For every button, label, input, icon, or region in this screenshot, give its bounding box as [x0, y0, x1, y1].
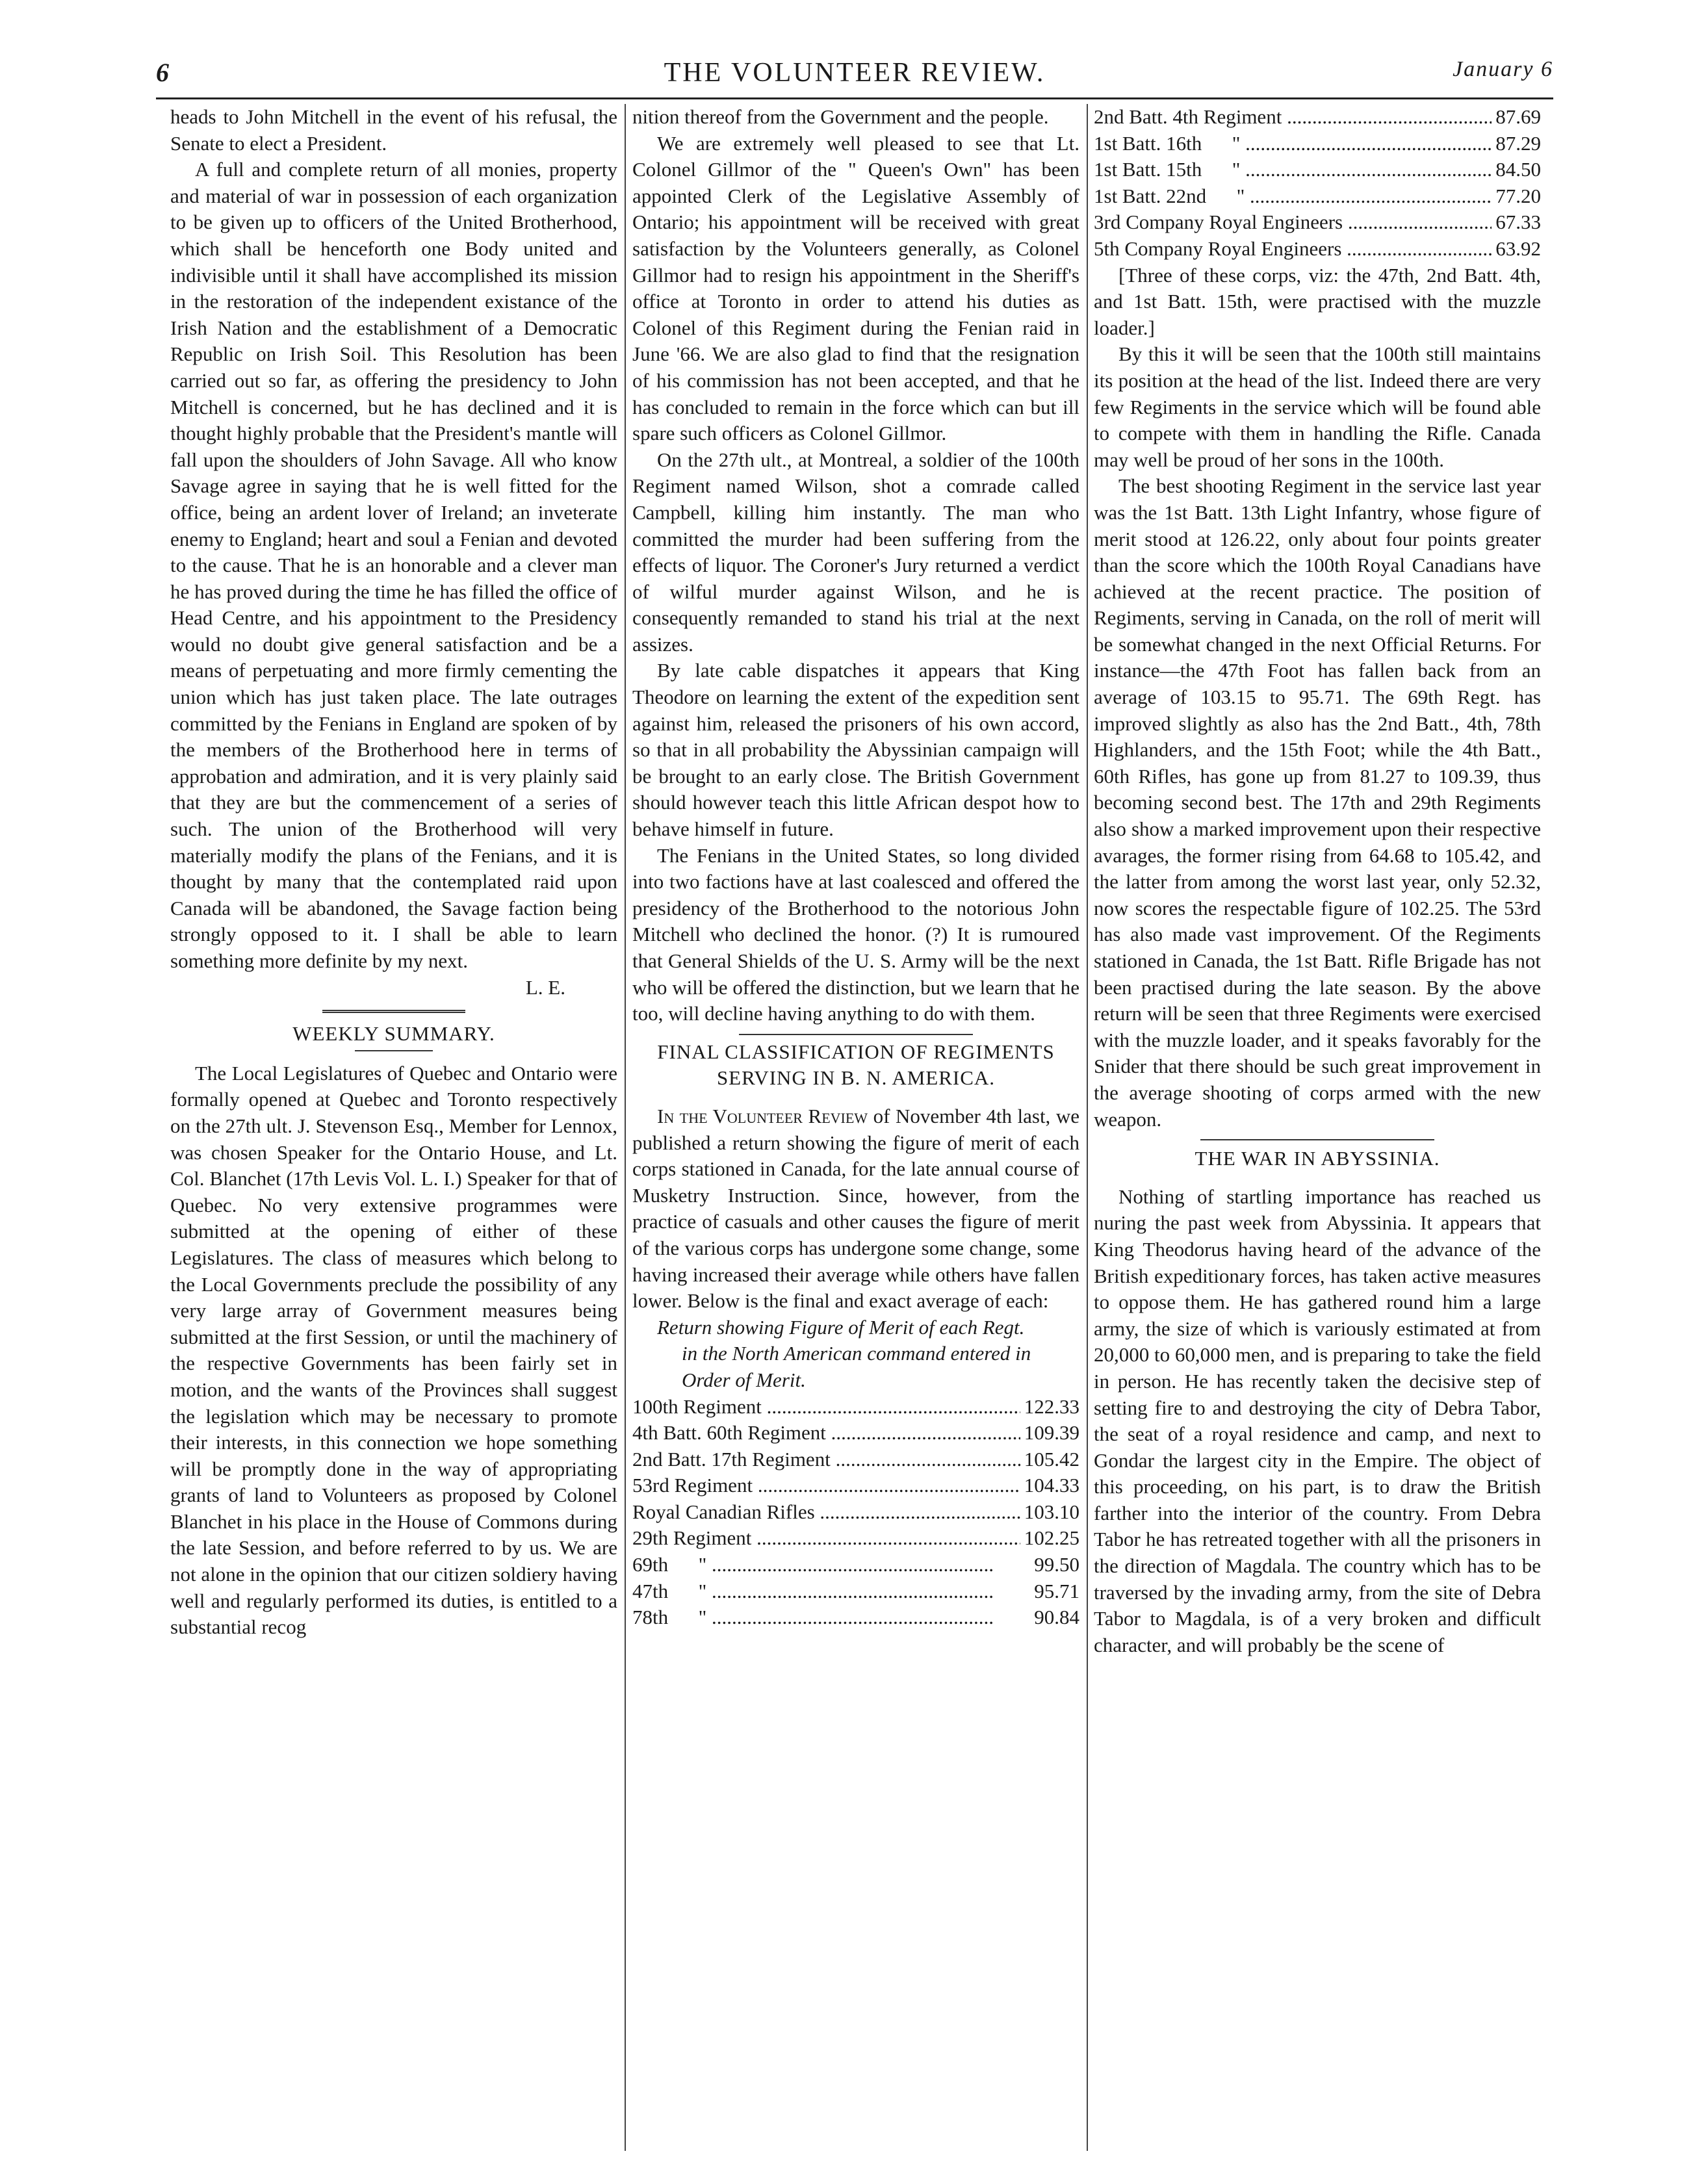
merit-value: 84.50	[1495, 158, 1541, 181]
table-row	[1094, 209, 1541, 236]
caption-line: Order of Merit.	[682, 1368, 806, 1391]
regiment-name: 5th Company Royal Engineers	[1094, 237, 1342, 260]
column-3	[1094, 104, 1541, 2151]
merit-value: 109.39	[1024, 1421, 1079, 1445]
article-paragraph: By late cable dispatches it appears that King Theodore on learning the extent of the expedition sent against him, released the prisoners of his own accord, so that in all probability the Abyssinian campaign will be brought to an early close. The British Government should however teach this little African despot how to behave himself in future.	[632, 659, 1079, 841]
article-paragraph: On the 27th ult., at Montreal, a soldier of the 100th Regiment named Wilson, shot a comrade called Campbell, killing him instantly. The man who committed the murder had been suffering from the effects of liquor. The Coroner's Jury returned a verdict of wilful murder against Wilson, and he is consequently remanded to stand his trial at the next assizes.	[632, 448, 1079, 656]
author-signature: L. E.	[525, 975, 565, 999]
section-separator	[1200, 1139, 1434, 1140]
article-paragraph: The best shooting Regiment in the service last year was the 1st Batt. 13th Light Infantry, whose figure of merit stood at 126.22, only about four points greater than the score which the 100th Royal Canadians have achieved at the recent practice. The position of Regiments, serving in Canada, on the roll of merit will be somewhat changed in the next Official Returns. For instance—the 47th Foot has fallen back from an average of 103.15 to 95.71. The 69th Regt. has improved slightly as also has the 2nd Batt., 4th, 78th Highlanders, and the 15th Foot; while the 4th Batt., 60th Rifles, has gone up from 81.27 to 109.39, thus becoming second best. The 17th and 29th Regiments also show a marked improvement upon their respective avarages, the former rising from 64.68 to 105.42, and the latter from among the worst last year, only 52.32, now scores the respectable figure of 102.25. The 53rd has also made vast improvement. Of the Regiments stationed in Canada, the 1st Batt. Rifle Brigade has not been practised during the late season. By the above return will be seen that three Regiments were exercised with the muzzle loader, and it speaks favorably for the Snider that there should be such great improvement in the average shooting of corps armed with the new weapon.	[1094, 474, 1541, 1131]
merit-value: 103.10	[1024, 1500, 1079, 1523]
regiment-name: 1st Batt. 22nd "	[1094, 184, 1245, 207]
heading-underline	[355, 1050, 433, 1051]
regiment-name: 100th Regiment	[632, 1394, 762, 1418]
final-classification-subheading: SERVING IN B. N. AMERICA.	[716, 1066, 996, 1090]
article-paragraph: By this it will be seen that the 100th still maintains its position at the head of the list. Indeed there are very few Regiments in the service which will be found able to compete with them in handling the Rifle. Canada may well be proud of her sons in the 100th.	[1094, 342, 1541, 471]
page-header	[156, 57, 1553, 96]
table-row	[1094, 131, 1541, 157]
newspaper-title: THE VOLUNTEER REVIEW.	[664, 58, 1046, 88]
article-paragraph: A full and complete return of all monies, property and material of war in possession of each organization to be given up to officers of the United Brotherhood, which shall be henceforth one Body united and indivisible until it shall have accomplished its mission in the restoration of the independent existance of the Irish Nation and the establishment of a Democratic Republic on Irish Soil. This Resolution has been carried out so far, as offering the presidency to John Mitchell is concerned, but he has declined and it is thought highly probable that the President's mantle will fall upon the shoulders of John Savage. All who know Savage agree in saying that he is well fitted for the office, being an ardent lover of Ireland; an inveterate enemy to England; heart and soul a Fenian and devoted to the cause. That he is an honorable and a clever man he has proved during the time he has filled the office of Head Centre, and his appointment to the Presidency would no doubt give general satisfaction and be a means of perpetuating and more firmly cementing the union which has just taken place. The late outrages committed by the Fenians in England are spoken of by the members of the Brotherhood here in terms of approbation and admiration, and it is very plainly said that they are but the commencement of a series of such. The union of the Brotherhood will very materially modify the plans of the Fenians, and it is thought by many that the contemplated raid upon Canada will be abandoned, the Savage faction being strongly opposed to it. I shall be able to learn something more definite by my next.	[170, 158, 617, 972]
table-row	[632, 1446, 1079, 1473]
column-divider	[625, 104, 626, 2151]
regiment-name: Royal Canadian Rifles	[632, 1500, 815, 1523]
paragraph-text: of November 4th last, we published a return showing the figure of merit of each corps stationed in Canada, for the late annual course of Musketry Instruction. Since, however, from the practice of casuals and other causes the figure of merit of the various corps has undergone some change, some having increased their average while others have fallen lower. Below is the final and exact average of each:	[632, 1104, 1079, 1313]
table-row	[632, 1578, 1079, 1605]
merit-value: 104.33	[1024, 1474, 1079, 1497]
article-paragraph: nition thereof from the Government and the people.	[632, 105, 1049, 128]
article-paragraph: The Local Legislatures of Quebec and Ontario were formally opened at Quebec and Toronto respectively on the 27th ult. J. Stevenson Esq., Member for Lennox, was chosen Speaker for the Ontario House, and Lt. Col. Blanchet (17th Levis Vol. L. I.) Speaker for that of Quebec. No very extensive programmes were submitted at the opening of either of these Legislatures. The class of measures which belong to the Local Governments preclude the possibility of any very large array of Government measures being submitted at the first Session, or until the machinery of the respective Governments has been fairly set in motion, and the wants of the Provinces shall suggest the legislation which may be necessary to promote their interests, in this connection we hope something will be promptly done in the way of appropriating grants of land to Volunteers as proposed by Colonel Blanchet in his place in the House of Commons during the late Session, and before referred to by us. We are not alone in the opinion that our citizen soldiery having well and regularly performed its duties, is entitled to a substantial recog	[170, 1061, 617, 1639]
regiment-name: 2nd Batt. 4th Regiment	[1094, 105, 1282, 128]
regiment-name: 69th "	[632, 1553, 707, 1576]
merit-value: 102.25	[1024, 1526, 1079, 1550]
table-row	[632, 1604, 1079, 1631]
regiment-name: 4th Batt. 60th Regiment	[632, 1421, 826, 1445]
regiment-name: 1st Batt. 16th "	[1094, 131, 1241, 155]
table-row	[632, 1525, 1079, 1552]
merit-value: 67.33	[1495, 211, 1541, 234]
merit-value: 99.50	[1034, 1553, 1079, 1576]
war-in-abyssinia-heading: THE WAR IN ABYSSINIA.	[1195, 1147, 1440, 1170]
table-caption	[632, 1315, 1079, 1394]
article-paragraph: We are extremely well pleased to see that Lt. Colonel Gillmor of the " Queen's Own" has been appointed Clerk of the Legislative Assembly of Ontario; his appointment will be received with great satisfaction by the Volunteers generally, as Colonel Gillmor had to resign his appointment in the Sheriff's office at Toronto in order to attend his duties as Colonel of this Regiment during the Fenian raid in June '66. We are also glad to find that the resignation of his commission has not been accepted, and that he has concluded to remain in the force which can but ill spare such officers as Colonel Gillmor.	[632, 131, 1079, 445]
table-row	[632, 1552, 1079, 1578]
merit-value: 63.92	[1495, 237, 1541, 260]
header-rule	[156, 97, 1553, 99]
weekly-summary-heading: WEEKLY SUMMARY.	[292, 1022, 495, 1046]
regiment-name: 3rd Company Royal Engineers	[1094, 211, 1343, 234]
caption-line: in the North American command entered in	[682, 1342, 1031, 1365]
merit-value: 90.84	[1034, 1606, 1079, 1629]
regiment-name: 53rd Regiment	[632, 1474, 753, 1497]
article-paragraph	[632, 1103, 1079, 1315]
merit-value: 77.20	[1495, 184, 1541, 207]
table-row	[632, 1499, 1079, 1526]
merit-table-continued	[1094, 104, 1541, 263]
lead-in: In the Volunteer Review	[657, 1104, 868, 1127]
issue-date: January 6	[1453, 57, 1553, 81]
merit-value: 87.29	[1495, 131, 1541, 155]
table-row	[1094, 157, 1541, 183]
article-paragraph: The Fenians in the United States, so long divided into two factions have at last coalesced and offered the presidency of the Brotherhood to the notorious John Mitchell who declined the honor. (?) It is rumoured that General Shields of the U. S. Army will be the next who will be offered the distinction, but we learn that he too, will decline having anything to do with them.	[632, 843, 1079, 1025]
section-separator	[322, 1010, 465, 1016]
table-row	[1094, 183, 1541, 210]
merit-table	[632, 1394, 1079, 1631]
article-paragraph: Nothing of startling importance has reached us nuring the past week from Abyssinia. It appears that King Theodorus having heard of the advance of the British expeditionary forces, has taken active measures to oppose them. He has gathered round him a large army, the size of which is variously estimated at from 20,000 to 60,000 men, and is preparing to take the field in person. He has recently taken the decisive step of setting fire to and destroying the city of Debra Tabor, the seat of a royal residence and camp, and next to Gondar the largest city in the Empire. The object of this proceeding, on his part, is to draw the British farther into the interior of the country. From Debra Tabor he has retreated together with all the prisoners in the direction of Magdala. The country which has to be traversed by the invading army, from the site of Debra Tabor to Magdala, is of a very broken and difficult character, and will probably be the scene of	[1094, 1185, 1541, 1656]
page-number: 6	[156, 58, 169, 87]
column-1	[170, 104, 617, 2151]
table-row	[1094, 104, 1541, 131]
table-row	[1094, 236, 1541, 263]
column-divider	[1087, 104, 1088, 2151]
section-separator	[739, 1034, 973, 1035]
regiment-name: 47th "	[632, 1579, 707, 1602]
merit-value: 105.42	[1024, 1447, 1079, 1471]
caption-line: Return showing Figure of Merit of each Regt.	[657, 1315, 1025, 1339]
table-row	[632, 1420, 1079, 1446]
merit-value: 87.69	[1495, 105, 1541, 128]
column-2	[632, 104, 1079, 2151]
table-row	[632, 1472, 1079, 1499]
merit-value: 122.33	[1024, 1394, 1079, 1418]
regiment-name: 78th "	[632, 1606, 707, 1629]
regiment-name: 1st Batt. 15th "	[1094, 158, 1241, 181]
final-classification-heading: FINAL CLASSIFICATION OF REGIMENTS	[657, 1040, 1055, 1063]
merit-value: 95.71	[1034, 1579, 1079, 1602]
regiment-name: 29th Regiment	[632, 1526, 752, 1550]
regiment-name: 2nd Batt. 17th Regiment	[632, 1447, 831, 1471]
table-row	[632, 1394, 1079, 1420]
table-note: [Three of these corps, viz: the 47th, 2nd Batt. 4th, and 1st Batt. 15th, were practised with the muzzle loader.]	[1094, 263, 1541, 339]
article-paragraph: heads to John Mitchell in the event of his refusal, the Senate to elect a President.	[170, 105, 617, 155]
